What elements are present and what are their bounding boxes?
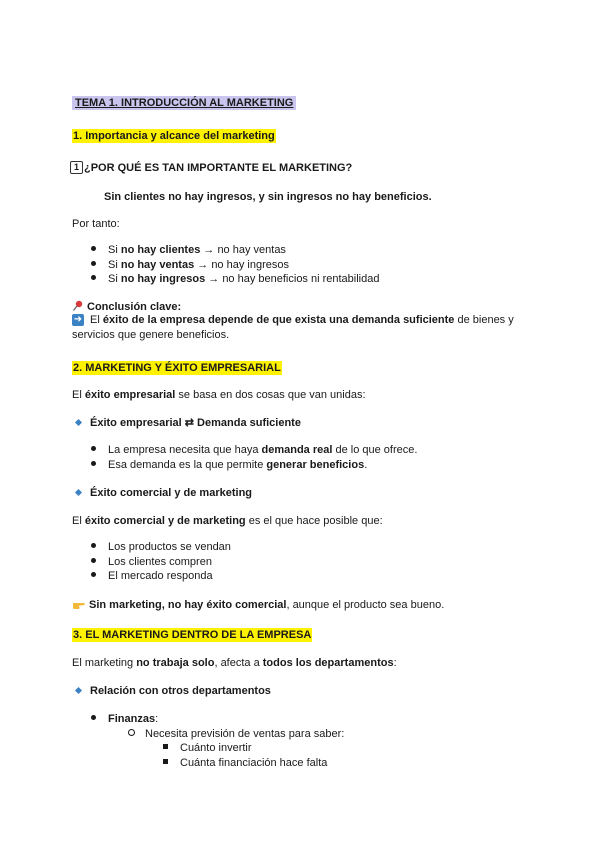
list-item: Necesita previsión de ventas para saber: (128, 727, 344, 741)
list-item: Si no hay clientes → no hay ventas (91, 243, 286, 257)
list-item-finanzas: Finanzas: (91, 712, 158, 726)
bullet-icon (91, 461, 96, 466)
section-3-intro: El marketing no trabaja solo, afecta a todos los departamentos: (72, 657, 397, 669)
question-heading: 1 ¿POR QUÉ ES TAN IMPORTANTE EL MARKETING? (70, 161, 352, 175)
square-bullet-icon (163, 744, 168, 749)
key-point: Sin marketing, no hay éxito comercial, aunque el producto sea bueno. (72, 596, 444, 612)
section-2-heading: 2. MARKETING Y ÉXITO EMPRESARIAL (73, 362, 281, 374)
section-2-intro: El éxito empresarial se basa en dos cosas que van unidas: (72, 389, 366, 401)
list-item: Si no hay ingresos → no hay beneficios ni rentabilidad (91, 272, 379, 286)
square-bullet-icon (163, 759, 168, 764)
bullet-icon (91, 446, 96, 451)
bullet-icon (91, 246, 96, 251)
section-1-heading: 1. Importancia y alcance del marketing (73, 130, 275, 142)
hollow-bullet-icon (128, 729, 135, 736)
list-item: El mercado responda (91, 569, 213, 583)
list-item: Los productos se vendan (91, 540, 231, 554)
diamond-bullet-icon (75, 687, 82, 694)
list-item: La empresa necesita que haya demanda real de lo que ofrece. (91, 443, 417, 457)
list-item: Esa demanda es la que permite generar beneficios. (91, 458, 367, 472)
principle-statement: Sin clientes no hay ingresos, y sin ingresos no hay beneficios. (104, 191, 432, 203)
list-item: Cuánta financiación hace falta (163, 756, 327, 770)
subheading-success-demand: Éxito empresarial ⇄ Demanda suficiente (76, 416, 301, 430)
therefore-label: Por tanto: (72, 218, 120, 230)
diamond-bullet-icon (75, 489, 82, 496)
bullet-icon (91, 543, 96, 548)
section-3-heading: 3. EL MARKETING DENTRO DE LA EMPRESA (73, 629, 312, 641)
list-item: Los clientes compren (91, 555, 212, 569)
bullet-icon (91, 275, 96, 280)
diamond-bullet-icon (75, 419, 82, 426)
right-arrow-icon: ➜ (73, 314, 83, 325)
conclusion-label: Conclusión clave: (72, 298, 181, 314)
conclusion-text-line2: servicios que genere beneficios. (72, 329, 230, 341)
sub2-intro: El éxito comercial y de marketing es el que hace posible que: (72, 515, 383, 527)
bullet-icon (91, 558, 96, 563)
pointing-hand-icon (72, 598, 85, 610)
subheading-departments: Relación con otros departamentos (76, 684, 271, 698)
list-item: Cuánto invertir (163, 741, 252, 755)
subheading-commercial-success: Éxito comercial y de marketing (76, 486, 252, 500)
pushpin-icon (72, 300, 84, 312)
bullet-icon (91, 261, 96, 266)
keycap-one-icon: 1 (70, 161, 83, 174)
bullet-icon (91, 715, 96, 720)
bullet-icon (91, 572, 96, 577)
list-item: Si no hay ventas → no hay ingresos (91, 258, 289, 272)
document-title: TEMA 1. INTRODUCCIÓN AL MARKETING (72, 96, 296, 110)
conclusion-text: ➜ El éxito de la empresa depende de que exista una demanda suficiente de bienes y (73, 314, 514, 326)
